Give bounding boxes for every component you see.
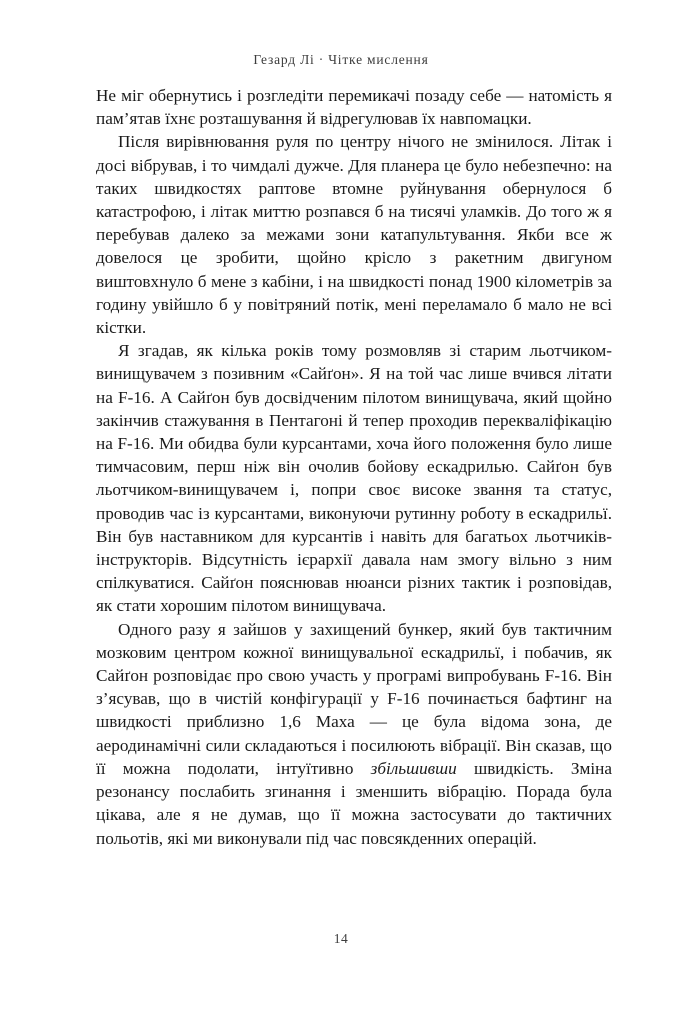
paragraph-3: Я згадав, як кілька років тому розмовляв зі старим льотчиком-винищувачем з позивним «Сайґон». Я на той час лише вчився літати на F-16. А Сайґон був досвідченим пілотом винищувача, який щойно закінчив стажування в Пентагоні й тепер проходив перекваліфікацію на F-16. Ми обидва були курсантами, хоча його положення було лише тимчасовим, перш ніж він очолив бойову ескадрилью. Сайґон був льотчиком-винищувачем і, попри своє високе звання та статус, проводив час із курсантами, виконуючи рутинну роботу в ескадрильї. Він був наставником для курсантів і навіть для багатьох льотчиків-інструкторів. Відсутність ієрархії давала нам змогу вільно з ним спілкуватися. Сайґон пояснював нюанси різних тактик і розповідав, як стати хорошим пілотом винищувача.: [96, 341, 612, 616]
body-text: [96, 84, 612, 850]
paragraph-4: [96, 618, 612, 850]
paragraph-2: Після вирівнювання руля по центру нічого не змінилося. Літак і досі вібрував, і то чимдалі дужче. Для планера це було небезпечно: на таких швидкостях раптове втомне руйнування обернулося б катастрофою, і літак миттю розпався б на тисячі уламків. До того ж я перебував далеко за межами зони катапультування. Якби все ж довелося це зробити, щойно крісло з ракетним двигуном виштовхнуло б мене з кабіни, і на швидкості понад 1900 кілометрів за годину увійшло б у повітряний потік, мені переламало б мало не всі кістки.: [96, 132, 612, 338]
page-number: 14: [333, 931, 349, 946]
running-header: Гезард Лі · Чітке мислення: [253, 52, 429, 67]
paragraph-4-part1: Одного разу я зайшов у захищений бункер, який був тактичним мозковим центром кожної винищувальної ескадрильї, і побачив, як Сайґон розповідає про свою участь у програмі випробувань F-16. Він з’ясував, що в чистій конфігурації у F-16 починається бафтинг на швидкості приблизно 1,6 Маха — це була відома зона, де аеродинамічні сили складаються і посилюють вібрації. Він сказав, що її можна подолати, інтуїтивно: [96, 619, 612, 778]
paragraph-1: Не міг обернутись і розгледіти перемикачі позаду себе — натомість я пам’ятав їхнє розташування й відрегулював їх навпомацки.: [96, 86, 612, 129]
italic-emphasis: збільшивши: [370, 758, 457, 778]
paragraph-4-part2: швидкість. Зміна резонансу послабить згинання і зменшить вібрацію. Порада була цікава, але я не думав, що її можна застосувати до тактичних польотів, які ми виконували під час повсякденних операцій.: [96, 758, 612, 848]
